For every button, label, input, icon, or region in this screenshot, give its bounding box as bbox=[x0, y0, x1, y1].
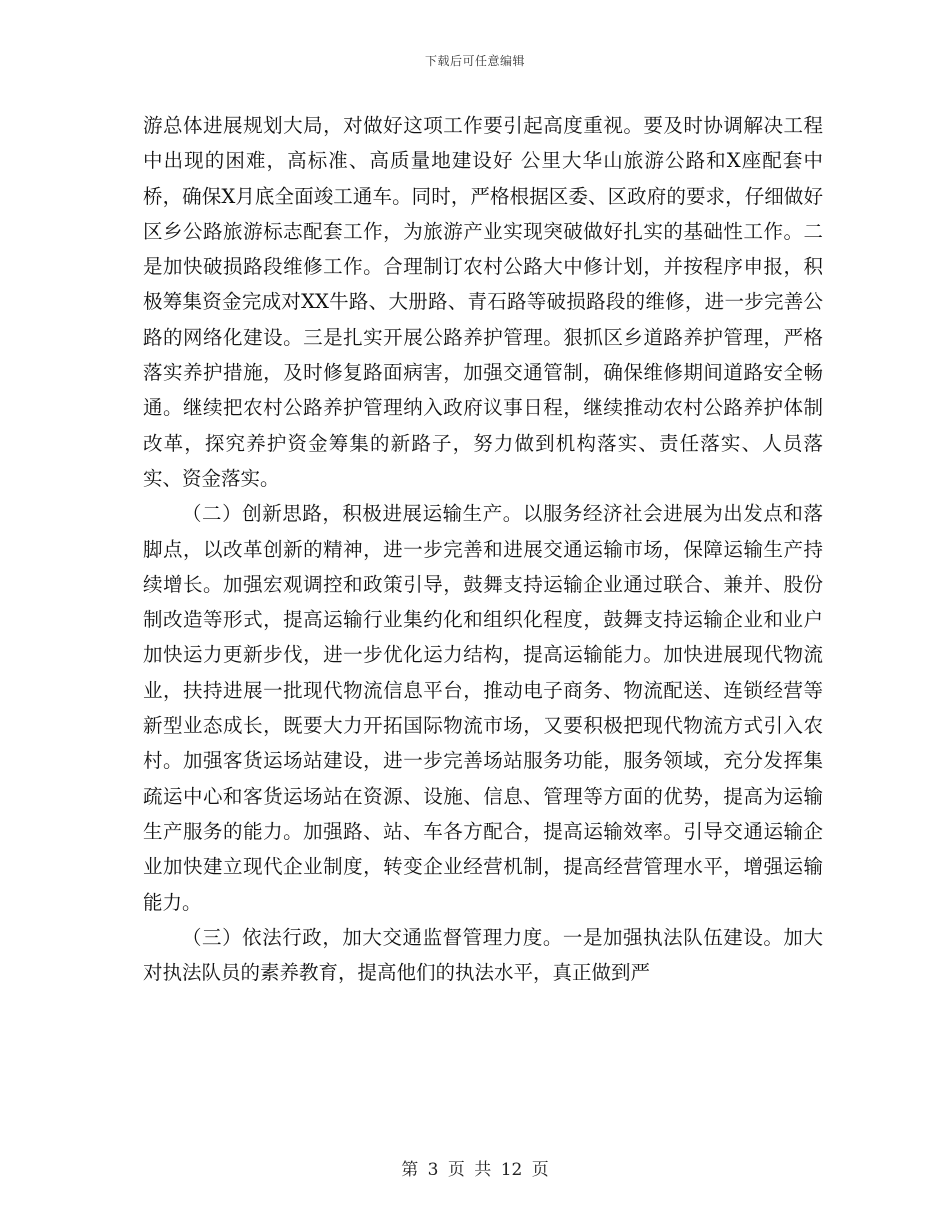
paragraph-section-two: （二）创新思路，积极进展运输生产。以服务经济社会进展为出发点和落脚点，以改革创新的精神，进一步完善和进展交通运输市场，保障运输生产持续增长。加强宏观调控和政策引导，鼓舞支持运输企业通过联合、兼并、股份制改造等形式，提高运输行业集约化和组织化程度，鼓舞支持运输企业和业户加快运力更新步伐，进一步优化运力结构，提高运输能力。加快进展现代物流业，扶持进展一批现代物流信息平台，推动电子商务、物流配送、连锁经营等新型业态成长，既要大力开拓国际物流市场，又要积极把现代物流方式引入农村。加强客货运场站建设，进一步完善场站服务功能，服务领域，充分发挥集疏运中心和客货运场站在资源、设施、信息、管理等方面的优势，提高为运输生产服务的能力。加强路、站、车各方配合，提高运输效率。引导交通运输企业加快建立现代企业制度，转变企业经营机制，提高经营管理水平，增强运输能力。 bbox=[143, 502, 823, 914]
paragraph-continuation: 游总体进展规划大局，对做好这项工作要引起高度重视。要及时协调解决工程中出现的困难，高标准、高质量地建设好 公里大华山旅游公路和X座配套中桥，确保X月底全面竣工通车。同时，严格根据区委、区政府的要求，仔细做好区乡公路旅游标志配套工作，为旅游产业实现突破做好扎实的基础性工作。二是加快破损路段维修工作。合理制订农村公路大中修计划，并按程序申报，积极筹集资金完成对XX牛路、大册路、青石路等破损路段的维修，进一步完善公路的网络化建设。三是扎实开展公路养护管理。狠抓区乡道路养护管理，严格落实养护措施，及时修复路面病害，加强交通管制，确保维修期间道路安全畅通。继续把农村公路养护管理纳入政府议事日程，继续推动农村公路养护体制改革，探究养护资金筹集的新路子，努力做到机构落实、责任落实、人员落实、资金落实。 bbox=[143, 114, 823, 490]
paragraph-section-three: （三）依法行政，加大交通监督管理力度。一是加强执法队伍建设。加大对执法队员的素养教育，提高他们的执法水平，真正做到严 bbox=[143, 925, 823, 985]
document-body bbox=[143, 108, 823, 990]
page-header-note: 下载后可任意编辑 bbox=[424, 54, 525, 68]
page-number-footer: 第 3 页 共 12 页 bbox=[401, 1160, 549, 1180]
